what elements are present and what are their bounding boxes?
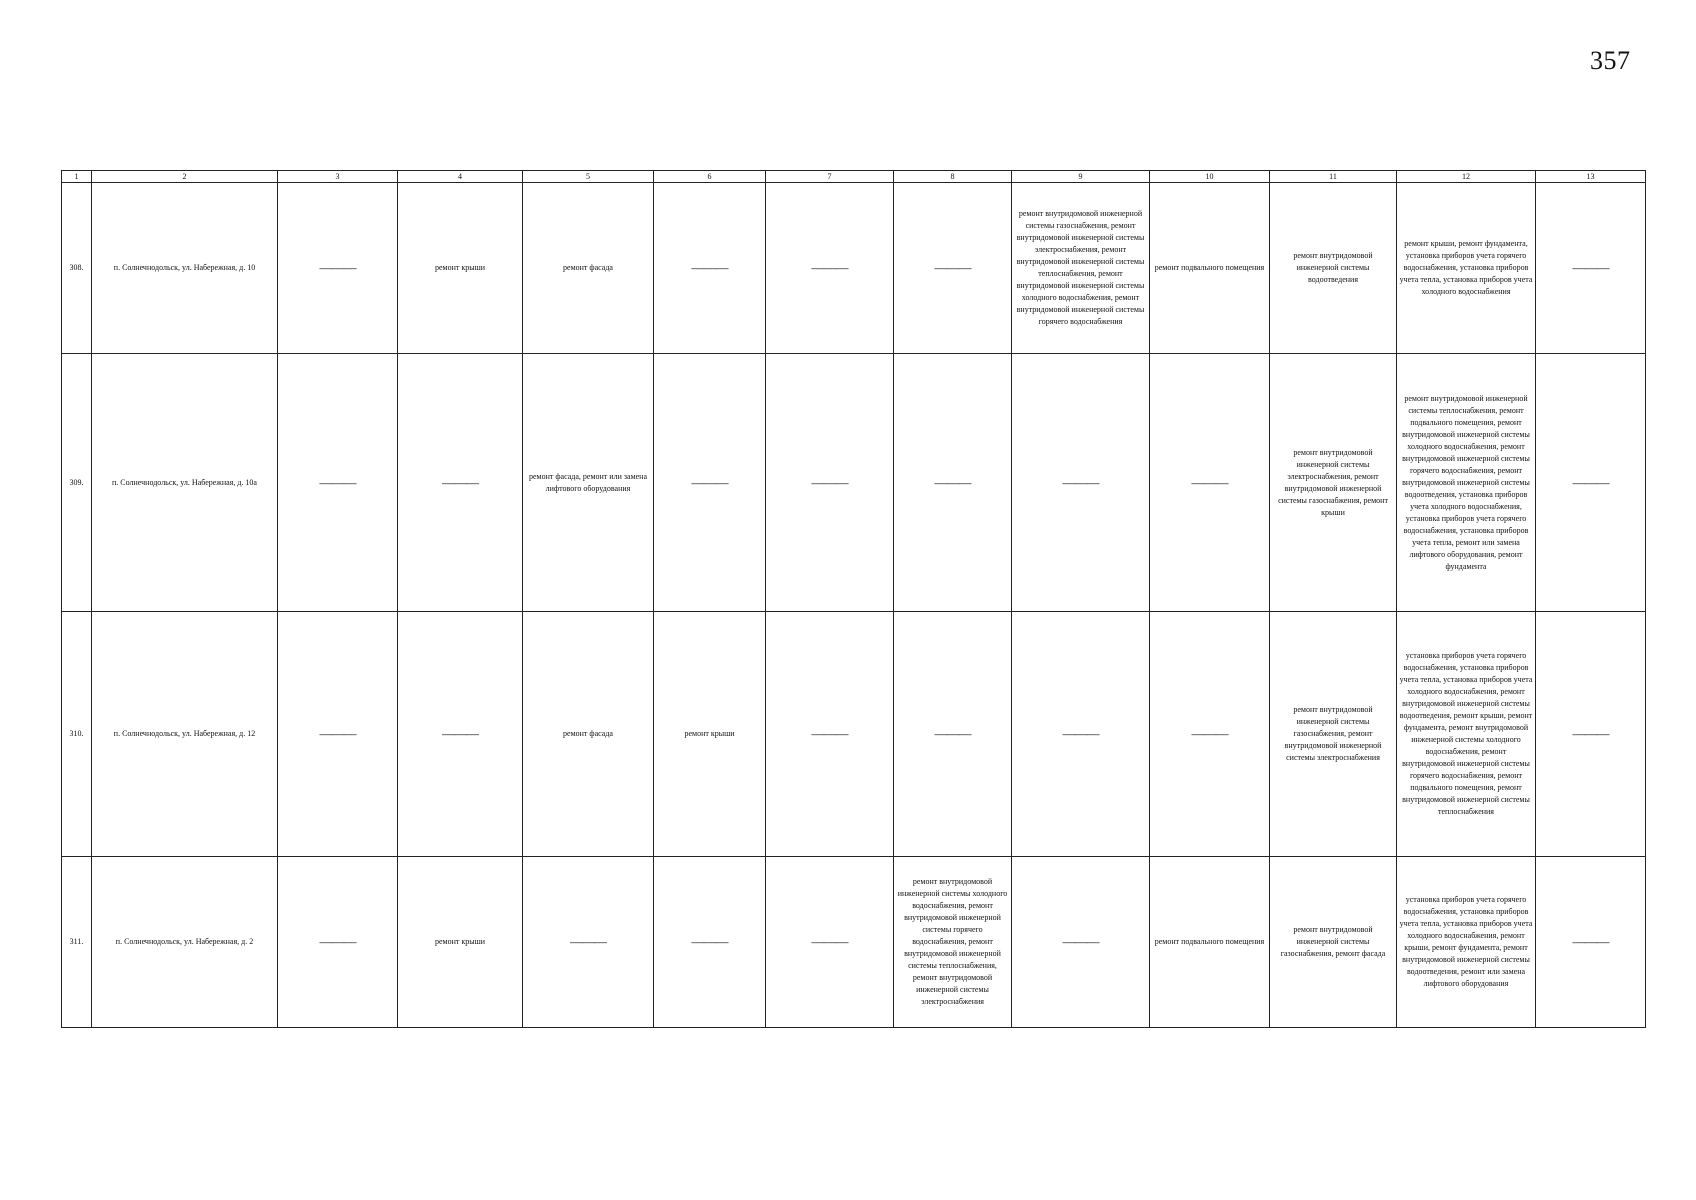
table-cell: ремонт фасада xyxy=(523,612,654,857)
table-row xyxy=(62,857,1646,1028)
table-cell: ——— xyxy=(654,183,766,354)
table-cell: ——— xyxy=(278,612,398,857)
table-cell: ремонт подвального помещения xyxy=(1150,183,1270,354)
table-cell: ——— xyxy=(894,612,1012,857)
table-cell: ——— xyxy=(1536,354,1646,612)
table-cell: ——— xyxy=(278,354,398,612)
column-header: 5 xyxy=(523,171,654,183)
address-cell: п. Солнечнодольск, ул. Набережная, д. 12 xyxy=(92,612,278,857)
table-cell: ремонт фасада xyxy=(523,183,654,354)
table-cell: ——— xyxy=(766,857,894,1028)
table-cell: установка приборов учета горячего водоснабжения, установка приборов учета тепла, установка приборов учета холодного водоснабжения, ремонт крыши, ремонт фундамента, ремонт внутридомовой инженерной системы водоотведения, ремонт или замена лифтового оборудования xyxy=(1397,857,1536,1028)
address-cell: п. Солнечнодольск, ул. Набережная, д. 10а xyxy=(92,354,278,612)
table-cell: ——— xyxy=(278,183,398,354)
table-cell: ——— xyxy=(1012,612,1150,857)
page-number: 357 xyxy=(1590,46,1631,75)
table-cell: ——— xyxy=(654,354,766,612)
column-header: 8 xyxy=(894,171,1012,183)
table-cell: ——— xyxy=(1536,612,1646,857)
table-cell: ремонт внутридомовой инженерной системы теплоснабжения, ремонт подвального помещения, ремонт внутридомовой инженерной системы холодного водоснабжения, ремонт внутридомовой инженерной системы горячего водоснабжения, ремонт внутридомовой инженерной системы водоотведения, установка приборов учета холодного водоснабжения, установка приборов учета горячего водоснабжения, установка приборов учета тепла, ремонт или замена лифтового оборудования, ремонт фундамента xyxy=(1397,354,1536,612)
table-cell: ремонт крыши xyxy=(398,857,523,1028)
table-cell: ремонт фасада, ремонт или замена лифтового оборудования xyxy=(523,354,654,612)
table-cell: ремонт внутридомовой инженерной системы газоснабжения, ремонт внутридомовой инженерной системы электроснабжения, ремонт внутридомовой инженерной системы теплоснабжения, ремонт внутридомовой инженерной системы холодного водоснабжения, ремонт внутридомовой инженерной системы горячего водоснабжения xyxy=(1012,183,1150,354)
table-cell: ремонт внутридомовой инженерной системы газоснабжения, ремонт внутридомовой инженерной системы электроснабжения xyxy=(1270,612,1397,857)
column-header: 3 xyxy=(278,171,398,183)
table-cell: ремонт внутридомовой инженерной системы газоснабжения, ремонт фасада xyxy=(1270,857,1397,1028)
table-cell: ——— xyxy=(398,354,523,612)
table-cell: ремонт крыши, ремонт фундамента, установка приборов учета горячего водоснабжения, установка приборов учета тепла, установка приборов учета холодного водоснабжения xyxy=(1397,183,1536,354)
table-cell: ремонт крыши xyxy=(654,612,766,857)
row-number: 308. xyxy=(62,183,92,354)
column-header: 4 xyxy=(398,171,523,183)
table-cell: ремонт внутридомовой инженерной системы водоотведения xyxy=(1270,183,1397,354)
table-row xyxy=(62,612,1646,857)
table-cell: ——— xyxy=(894,354,1012,612)
table-cell: ремонт внутридомовой инженерной системы холодного водоснабжения, ремонт внутридомовой инженерной системы горячего водоснабжения, ремонт внутридомовой инженерной системы теплоснабжения, ремонт внутридомовой инженерной системы электроснабжения xyxy=(894,857,1012,1028)
repair-plan-table xyxy=(61,170,1646,1028)
table-row xyxy=(62,354,1646,612)
table-cell: установка приборов учета горячего водоснабжения, установка приборов учета тепла, установка приборов учета холодного водоснабжения, ремонт внутридомовой инженерной системы водоотведения, ремонт крыши, ремонт фундамента, ремонт внутридомовой инженерной системы холодного водоснабжения, ремонт внутридомовой инженерной системы горячего водоснабжения, ремонт подвального помещения, ремонт внутридомовой инженерной системы теплоснабжения xyxy=(1397,612,1536,857)
table-cell: ремонт крыши xyxy=(398,183,523,354)
table-cell: ——— xyxy=(766,354,894,612)
table-cell: ремонт внутридомовой инженерной системы электроснабжения, ремонт внутридомовой инженерной системы газоснабжения, ремонт крыши xyxy=(1270,354,1397,612)
row-number: 311. xyxy=(62,857,92,1028)
table-cell: ——— xyxy=(1012,354,1150,612)
table-cell: ——— xyxy=(1150,354,1270,612)
row-number: 310. xyxy=(62,612,92,857)
table-cell: ——— xyxy=(1150,612,1270,857)
table-row xyxy=(62,183,1646,354)
column-header: 11 xyxy=(1270,171,1397,183)
table-cell: ——— xyxy=(278,857,398,1028)
column-header: 9 xyxy=(1012,171,1150,183)
table-cell: ——— xyxy=(1536,183,1646,354)
address-cell: п. Солнечнодольск, ул. Набережная, д. 10 xyxy=(92,183,278,354)
column-header: 2 xyxy=(92,171,278,183)
table-cell: ——— xyxy=(654,857,766,1028)
table-cell: ——— xyxy=(766,612,894,857)
table-cell: ——— xyxy=(894,183,1012,354)
table-cell: ——— xyxy=(523,857,654,1028)
address-cell: п. Солнечнодольск, ул. Набережная, д. 2 xyxy=(92,857,278,1028)
table-cell: ——— xyxy=(1012,857,1150,1028)
row-number: 309. xyxy=(62,354,92,612)
column-number-row xyxy=(62,171,1646,183)
column-header: 6 xyxy=(654,171,766,183)
column-header: 1 xyxy=(62,171,92,183)
table-cell: ——— xyxy=(1536,857,1646,1028)
column-header: 7 xyxy=(766,171,894,183)
column-header: 12 xyxy=(1397,171,1536,183)
column-header: 10 xyxy=(1150,171,1270,183)
column-header: 13 xyxy=(1536,171,1646,183)
table-cell: ——— xyxy=(398,612,523,857)
table-cell: ремонт подвального помещения xyxy=(1150,857,1270,1028)
table-cell: ——— xyxy=(766,183,894,354)
